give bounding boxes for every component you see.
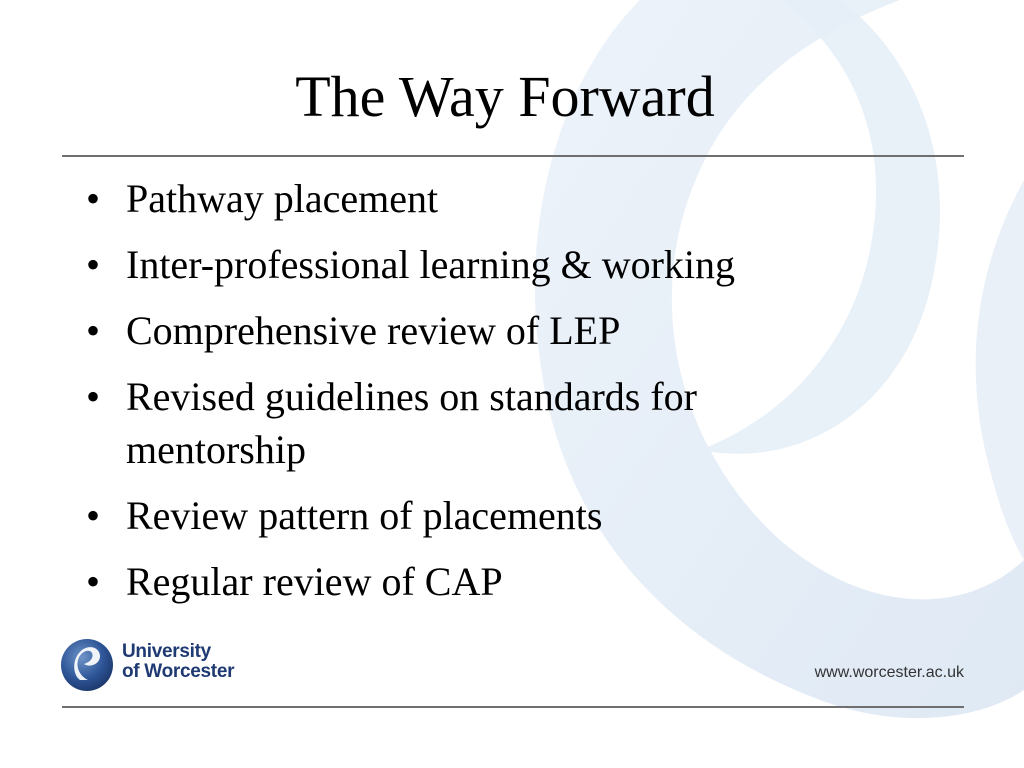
bullet-icon: • — [86, 176, 101, 221]
bullet-item — [84, 172, 814, 225]
university-logo — [60, 638, 260, 694]
bullet-text: Review pattern of placements — [126, 493, 603, 538]
bullet-item — [84, 370, 814, 476]
bullet-text: Pathway placement — [126, 176, 439, 221]
bullet-text: Revised guidelines on standards for mentorship — [126, 374, 697, 472]
bullet-item — [84, 304, 814, 357]
bullet-item — [84, 555, 814, 608]
university-logo-mark-icon — [60, 638, 114, 692]
bullet-text: Comprehensive review of LEP — [126, 308, 621, 353]
title-divider — [62, 155, 964, 157]
bullet-icon: • — [86, 493, 101, 538]
bullet-icon: • — [86, 559, 101, 604]
slide-title: The Way Forward — [295, 64, 715, 129]
bullet-icon: • — [86, 308, 101, 353]
bullet-icon: • — [86, 374, 101, 419]
footer-divider — [62, 706, 964, 708]
logo-wordmark — [122, 642, 234, 682]
bullet-text: Inter-professional learning & working — [126, 242, 736, 287]
bullet-icon: • — [86, 242, 101, 287]
logo-line-2: of Worcester — [122, 661, 235, 682]
bullet-item — [84, 489, 814, 542]
bullet-item — [84, 238, 814, 291]
website-url: www.worcester.ac.uk — [814, 664, 964, 681]
logo-line-1: University — [122, 641, 211, 662]
bullet-list — [84, 172, 814, 621]
bullet-text: Regular review of CAP — [126, 559, 503, 604]
